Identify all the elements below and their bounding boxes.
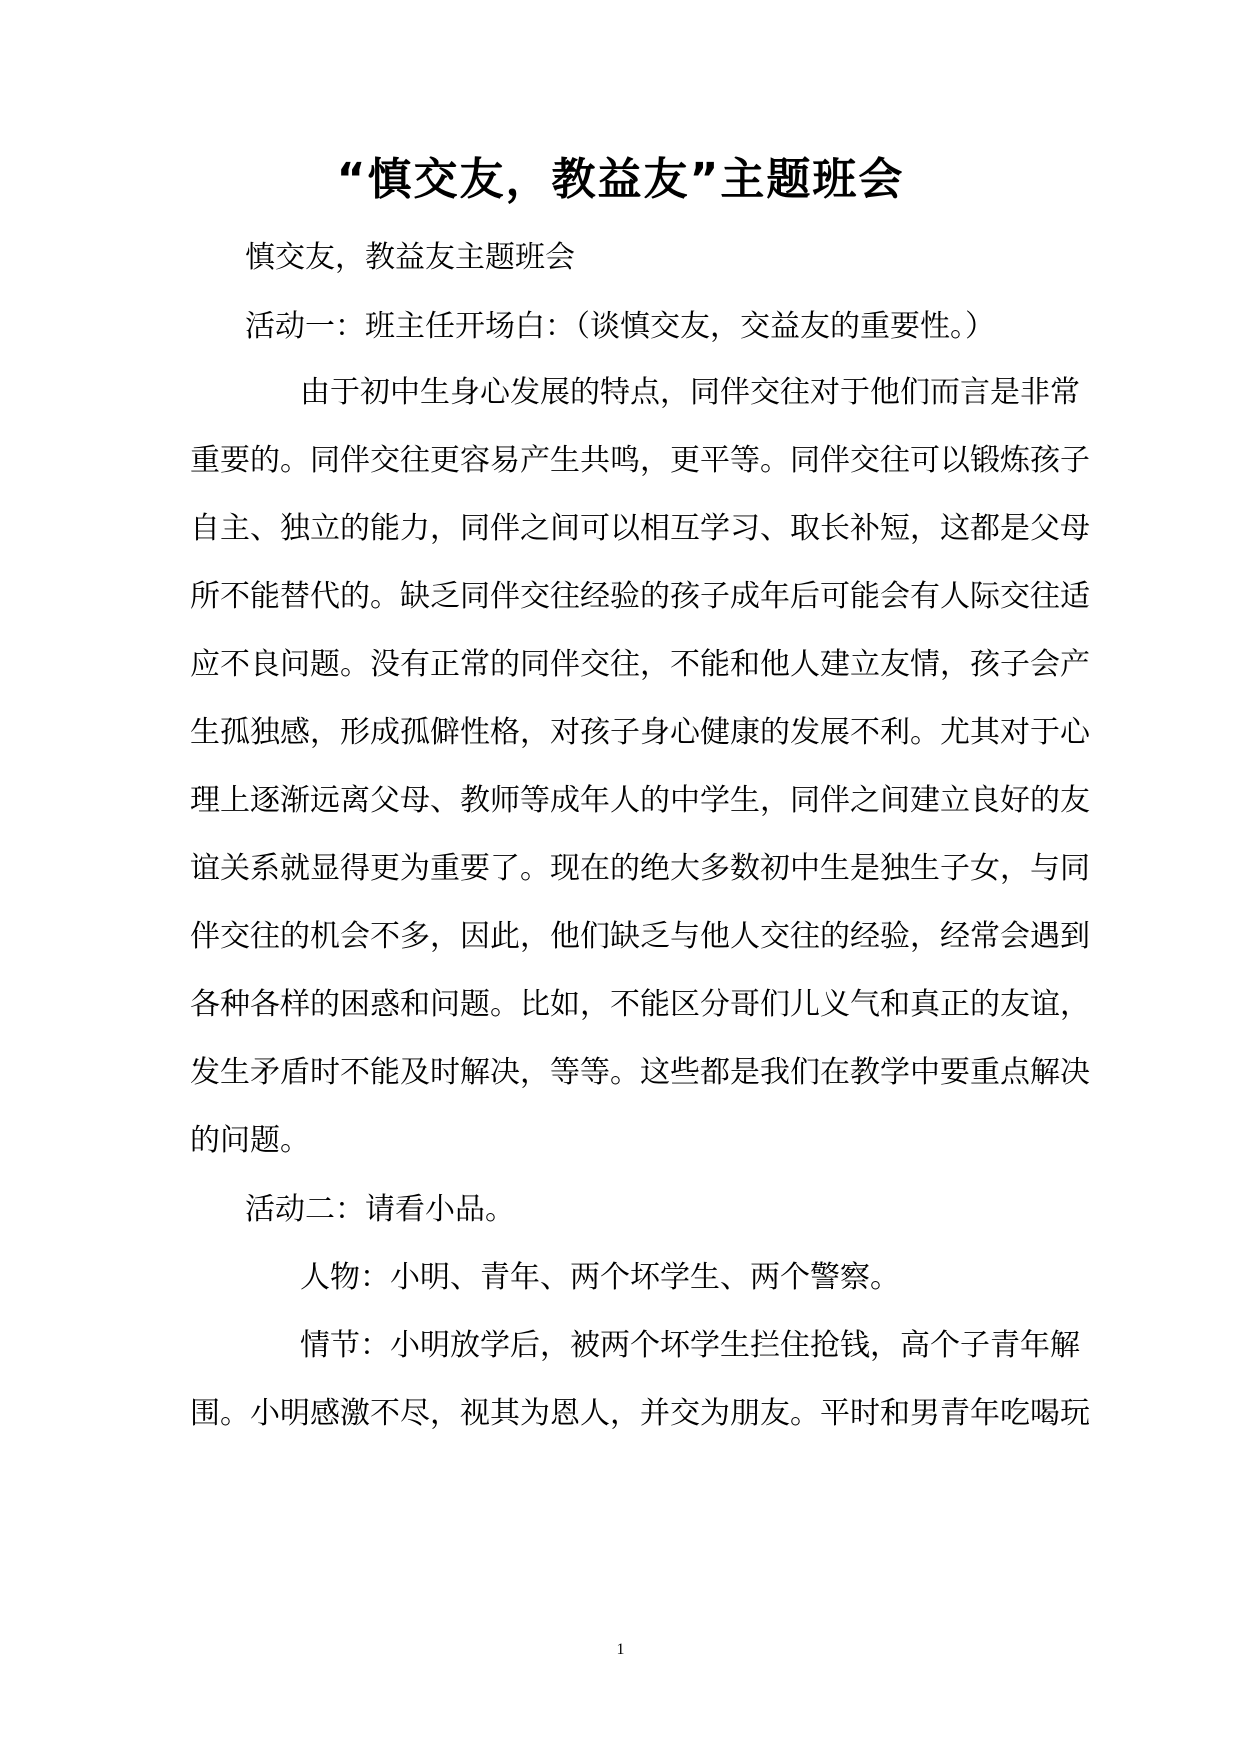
paragraph-line: 的问题。: [190, 1123, 310, 1158]
paragraph-line: 自主、独立的能力，同伴之间可以相互学习、取长补短，这都是父母: [190, 511, 1090, 546]
paragraph-line: 由于初中生身心发展的特点，同伴交往对于他们而言是非常: [300, 375, 1080, 410]
activity-one-heading: 活动一：班主任开场白：（谈慎交友，交益友的重要性。）: [245, 309, 995, 344]
page-number: 1: [616, 1641, 625, 1658]
subtitle: 慎交友，教益友主题班会: [245, 240, 575, 275]
document-title: “慎交友，教益友”主题班会: [336, 154, 905, 205]
paragraph-line: 重要的。同伴交往更容易产生共鸣，更平等。同伴交往可以锻炼孩子: [190, 443, 1090, 478]
plot-line: 情节：小明放学后，被两个坏学生拦住抢钱，高个子青年解: [300, 1328, 1080, 1363]
plot-line: 围。小明感激不尽，视其为恩人，并交为朋友。平时和男青年吃喝玩: [190, 1396, 1090, 1431]
paragraph-line: 所不能替代的。缺乏同伴交往经验的孩子成年后可能会有人际交往适: [190, 579, 1090, 614]
paragraph-line: 各种各样的困惑和问题。比如，不能区分哥们儿义气和真正的友谊，: [190, 987, 1090, 1022]
paragraph-line: 发生矛盾时不能及时解决，等等。这些都是我们在教学中要重点解决: [190, 1055, 1090, 1090]
paragraph-line: 伴交往的机会不多，因此，他们缺乏与他人交往的经验，经常会遇到: [190, 919, 1090, 954]
paragraph-line: 应不良问题。没有正常的同伴交往，不能和他人建立友情，孩子会产: [190, 647, 1090, 682]
paragraph-line: 谊关系就显得更为重要了。现在的绝大多数初中生是独生子女，与同: [190, 851, 1090, 886]
paragraph-line: 生孤独感，形成孤僻性格，对孩子身心健康的发展不利。尤其对于心: [190, 715, 1090, 750]
activity-two-heading: 活动二：请看小品。: [245, 1192, 515, 1227]
paragraph-line: 理上逐渐远离父母、教师等成年人的中学生，同伴之间建立良好的友: [190, 783, 1090, 818]
characters-line: 人物：小明、青年、两个坏学生、两个警察。: [300, 1260, 900, 1295]
